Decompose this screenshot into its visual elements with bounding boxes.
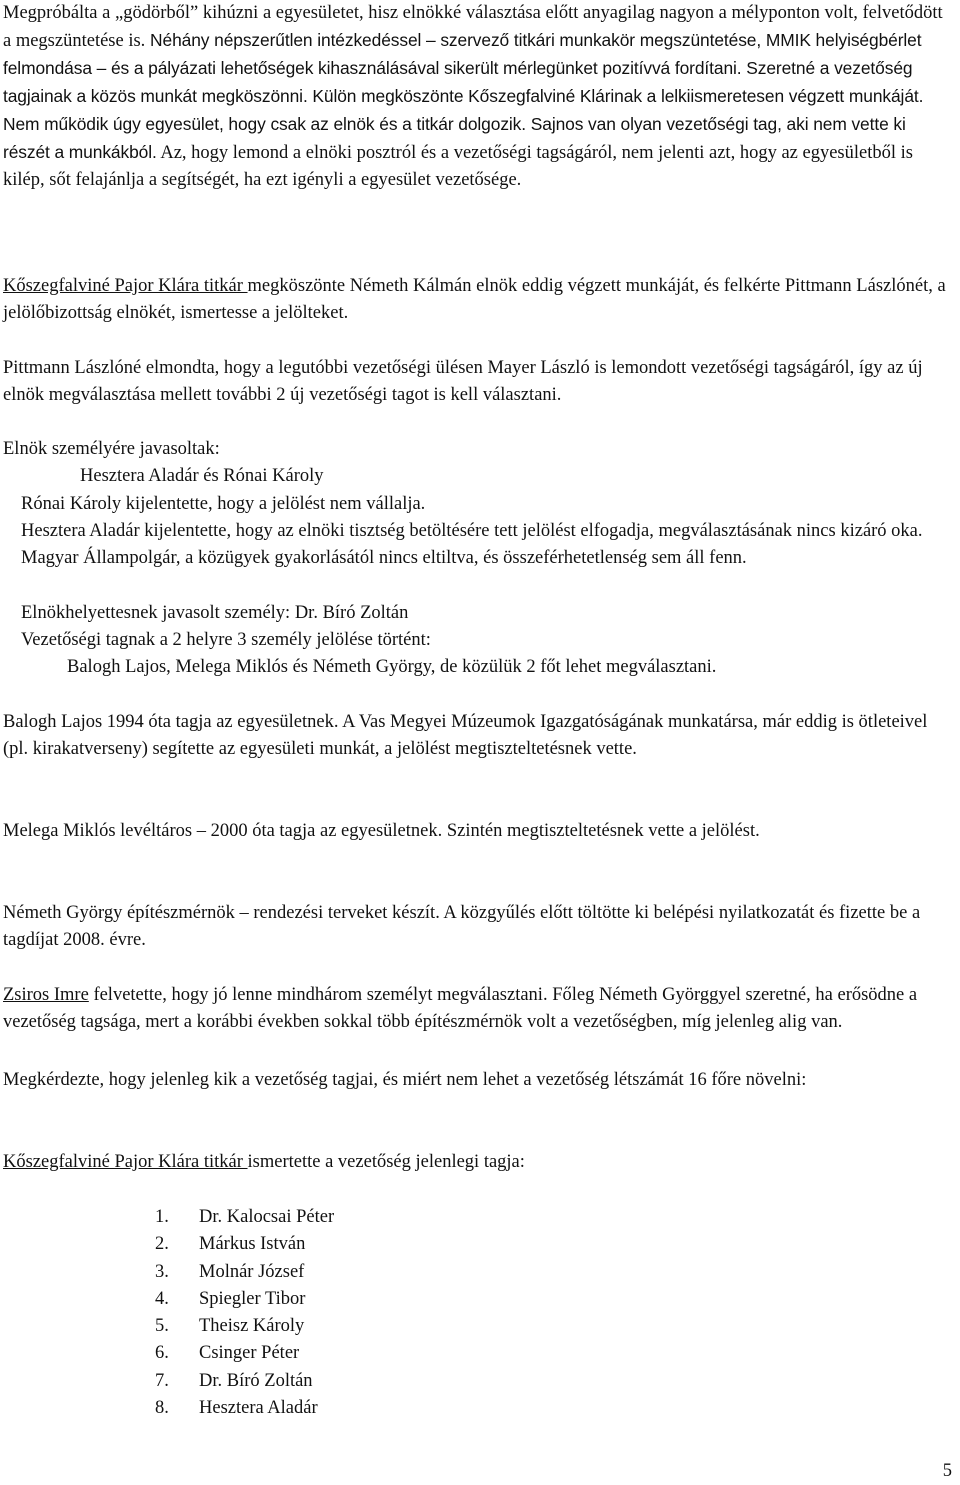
- paragraph-hesztera: Hesztera Aladár kijelentette, hogy az elnöki tisztség betöltésére tett jelölést elfogadja, megválasztásának nincs kizáró oka. Magyar Állampolgár, a közügyek gyakorlásától nincs eltiltva, és összeférhetetlenség sem áll fenn.: [21, 521, 923, 568]
- paragraph-vice-president: Elnökhelyettesnek javasolt személy: Dr. Bíró Zoltán: [21, 603, 409, 623]
- text-run: felvetette, hogy jó lenne mindhárom személyt megválasztani. Főleg Németh Györggyel szeretné, ha erősödne a vezetőség tagsága, mert a korábbi években sokkal több építészmérnök volt a vezetőségben, míg jelenleg alig van.: [3, 985, 918, 1032]
- paragraph-secretary-thanks: [3, 273, 948, 327]
- list-item: 2. Márkus István: [155, 1234, 306, 1255]
- text-run: megköszönte Németh Kálmán elnök eddig végzett munkáját, és felkérte Pittmann Lászlónét, a jelölőbizottság elnökét, ismertesse a jelölteket.: [3, 276, 946, 323]
- page-number: 5: [942, 1461, 952, 1481]
- list-item: 6. Csinger Péter: [155, 1343, 300, 1364]
- board-member-list: [155, 1204, 334, 1422]
- paragraph-board-nominees: Balogh Lajos, Melega Miklós és Németh György, de közülük 2 főt lehet megválasztani.: [67, 657, 717, 677]
- text-run: Szeretné a vezetőség tagjainak a közös munkát megköszönni. Külön megköszönte Kőszegfalviné Klárinak a lelkiismeretesen végzett munkáját. Nem működik úgy egyesület, hogy csak az elnök és a titkár dolgozik. Sajnos van olyan vezetőségi tag, aki nem vette ki részét a munkákból.: [3, 58, 924, 162]
- paragraph-president-label: Elnök személyére javasoltak:: [3, 439, 220, 459]
- paragraph-board-nominees-label: Vezetőségi tagnak a 2 helyre 3 személy jelölése történt:: [21, 630, 431, 650]
- list-item: 7. Dr. Bíró Zoltán: [155, 1370, 313, 1391]
- paragraph-balogh: Balogh Lajos 1994 óta tagja az egyesületnek. A Vas Megyei Múzeumok Igazgatóságának munkatársa, már eddig is ötleteivel (pl. kirakatverseny) segítette az egyesületi munkát, a jelölést megtiszteltetésnek vette.: [3, 712, 928, 759]
- paragraph-question: Megkérdezte, hogy jelenleg kik a vezetőség tagjai, és miért nem lehet a vezetőség létszámát 16 főre növelni:: [3, 1070, 807, 1090]
- text-run: Megpróbálta a „gödörből” kihúzni a egyesületet, hisz elnökké választása előtt anyagilag nagyon a mélyponton volt, felvetődött a megszüntetése is.: [3, 3, 943, 51]
- paragraph-melega: Melega Miklós levéltáros – 2000 óta tagja az egyesületnek. Szintén megtiszteltetésnek vette a jelölést.: [3, 821, 760, 841]
- underlined-name: Kőszegfalviné Pajor Klára titkár: [3, 276, 248, 296]
- list-item: 5. Theisz Károly: [155, 1316, 305, 1337]
- list-item: 3. Molnár József: [155, 1261, 305, 1282]
- paragraph-resignation: [3, 0, 948, 194]
- paragraph-president-candidates: Hesztera Aladár és Rónai Károly: [80, 466, 324, 486]
- list-item: 4. Spiegler Tibor: [155, 1288, 306, 1309]
- paragraph-members-intro: [3, 1149, 948, 1176]
- paragraph-nomination-intro: Pittmann Lászlóné elmondta, hogy a legutóbbi vezetőségi ülésen Mayer László is lemondott vezetőségi tagságáról, így az új elnök megválasztása mellett további 2 új vezetőségi tagot is kell választani.: [3, 358, 923, 405]
- underlined-name: Zsiros Imre: [3, 985, 89, 1005]
- paragraph-nemeth: Németh György építészmérnök – rendezési terveket készít. A közgyűlés előtt töltötte ki belépési nyilatkozatát és fizette be a tagdíjat 2008. évre.: [3, 903, 921, 950]
- list-item: 8. Hesztera Aladár: [155, 1398, 318, 1419]
- paragraph-zsiros: [3, 982, 948, 1036]
- paragraph-ronai: Rónai Károly kijelentette, hogy a jelölést nem vállalja.: [21, 494, 426, 514]
- text-run: ismertette a vezetőség jelenlegi tagja:: [247, 1152, 525, 1172]
- underlined-name: Kőszegfalviné Pajor Klára titkár: [3, 1152, 248, 1172]
- text-run: Néhány népszerűtlen intézkedéssel – szervező titkári munkakör megszüntetése, MMIK helyiségbérlet felmondása – és a pályázati lehetőségek kihasználásával sikerült mérlegünket pozitívvá fordítani.: [3, 30, 922, 78]
- list-item: 1. Dr. Kalocsai Péter: [155, 1207, 335, 1227]
- text-run: Az, hogy lemond a elnöki posztról és a vezetőségi tagságáról, nem jelenti azt, hogy az egyesületből is kilép, sőt felajánlja a segítségét, ha ezt igényli a egyesület vezetősége.: [3, 143, 913, 190]
